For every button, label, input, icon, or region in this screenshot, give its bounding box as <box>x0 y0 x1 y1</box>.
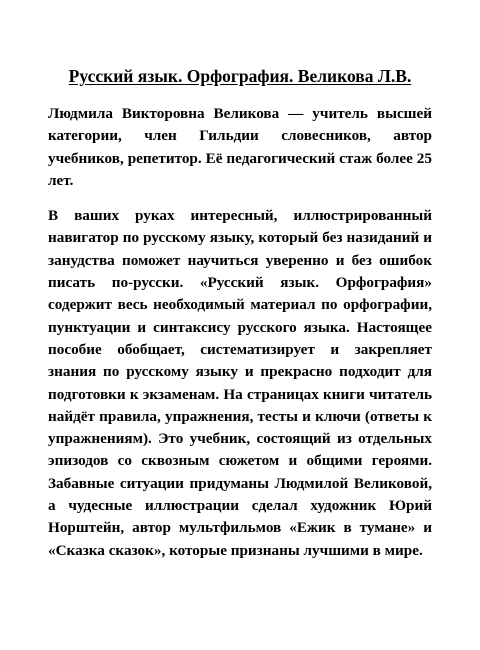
document-page <box>48 66 432 575</box>
book-description-paragraph: В ваших руках интересный, иллюстрированный навигатор по русскому языку, который без назиданий и занудства поможет научиться уверенно и без ошибок писать по-русски. «Русский язык. Орфография» содержит весь необходимый материал по орфографии, пунктуации и синтаксису русского языка. Настоящее пособие обобщает, систематизирует и закрепляет знания по русскому языку и прекрасно подходит для подготовки к экзаменам. На страницах книги читатель найдёт правила, упражнения, тесты и ключи (ответы к упражнениям). Это учебник, состоящий из отдельных эпизодов со сквозным сюжетом и общими героями. Забавные ситуации придуманы Людмилой Великовой, а чудесные иллюстрации сделал художник Юрий Норштейн, автор мультфильмов «Ежик в тумане» и «Сказка сказок», которые признаны лучшими в мире. <box>48 207 432 559</box>
author-bio-paragraph: Людмила Викторовна Великова — учитель высшей категории, член Гильдии словесников, автор учебников, репетитор. Её педагогический стаж более 25 лет. <box>48 105 432 189</box>
document-title: Русский язык. Орфография. Великова Л.В. <box>68 66 412 86</box>
